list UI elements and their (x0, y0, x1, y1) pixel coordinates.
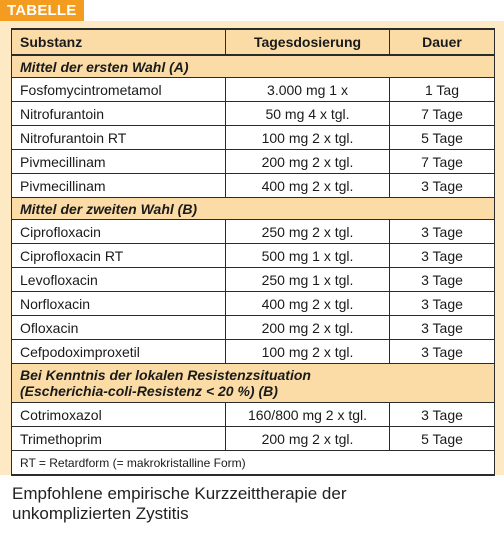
table-row (12, 78, 495, 102)
table-row (12, 268, 495, 292)
table-row (12, 150, 495, 174)
dose-cell: 3.000 mg 1 x (226, 78, 390, 102)
table-badge: TABELLE (0, 0, 84, 21)
dose-cell: 100 mg 2 x tgl. (226, 340, 390, 364)
duration-cell: 5 Tage (390, 427, 495, 451)
table-row (12, 244, 495, 268)
substance-cell: Levofloxacin (12, 268, 226, 292)
duration-cell: 3 Tage (390, 316, 495, 340)
section-title (12, 364, 495, 403)
table-row (12, 174, 495, 198)
header-row (12, 29, 495, 55)
section-row-first-choice (12, 55, 495, 78)
dose-cell: 100 mg 2 x tgl. (226, 126, 390, 150)
substance-cell: Cefpodoximproxetil (12, 340, 226, 364)
substance-cell: Ciprofloxacin (12, 220, 226, 244)
substance-cell: Trimethoprim (12, 427, 226, 451)
table-row (12, 340, 495, 364)
dosage-table (11, 28, 495, 476)
section-title: Mittel der zweiten Wahl (B) (12, 198, 495, 220)
duration-cell: 3 Tage (390, 403, 495, 427)
duration-cell: 5 Tage (390, 126, 495, 150)
dose-cell: 400 mg 2 x tgl. (226, 292, 390, 316)
table-row (12, 403, 495, 427)
duration-cell: 3 Tage (390, 340, 495, 364)
table-row (12, 126, 495, 150)
table-row (12, 292, 495, 316)
table-row (12, 316, 495, 340)
duration-cell: 3 Tage (390, 244, 495, 268)
duration-cell: 3 Tage (390, 292, 495, 316)
duration-cell: 3 Tage (390, 220, 495, 244)
caption-line2: unkomplizierten Zystitis (12, 504, 189, 523)
substance-cell: Norfloxacin (12, 292, 226, 316)
substance-cell: Pivmecillinam (12, 174, 226, 198)
substance-cell: Ofloxacin (12, 316, 226, 340)
duration-cell: 1 Tag (390, 78, 495, 102)
section-title-line2: (Escherichia-coli-Resistenz < 20 %) (B) (20, 383, 278, 399)
table-row (12, 102, 495, 126)
dose-cell: 500 mg 1 x tgl. (226, 244, 390, 268)
section-row-second-choice (12, 198, 495, 220)
footnote-row (12, 451, 495, 476)
substance-cell: Ciprofloxacin RT (12, 244, 226, 268)
dose-cell: 160/800 mg 2 x tgl. (226, 403, 390, 427)
substance-cell: Nitrofurantoin (12, 102, 226, 126)
substance-cell: Fosfomycintrometamol (12, 78, 226, 102)
duration-cell: 7 Tage (390, 102, 495, 126)
substance-cell: Cotrimoxazol (12, 403, 226, 427)
section-title-line1: Bei Kenntnis der lokalen Resistenzsituation (20, 367, 311, 383)
dose-cell: 200 mg 2 x tgl. (226, 316, 390, 340)
dose-cell: 250 mg 1 x tgl. (226, 268, 390, 292)
substance-cell: Pivmecillinam (12, 150, 226, 174)
table-row (12, 427, 495, 451)
footnote: RT = Retardform (= makrokristalline Form) (12, 451, 495, 476)
dose-cell: 200 mg 2 x tgl. (226, 150, 390, 174)
dose-cell: 250 mg 2 x tgl. (226, 220, 390, 244)
header-duration: Dauer (390, 29, 495, 55)
dose-cell: 200 mg 2 x tgl. (226, 427, 390, 451)
table-panel (0, 21, 504, 475)
duration-cell: 3 Tage (390, 268, 495, 292)
section-row-resistance (12, 364, 495, 403)
dose-cell: 50 mg 4 x tgl. (226, 102, 390, 126)
duration-cell: 7 Tage (390, 150, 495, 174)
duration-cell: 3 Tage (390, 174, 495, 198)
substance-cell: Nitrofurantoin RT (12, 126, 226, 150)
section-title: Mittel der ersten Wahl (A) (12, 55, 495, 78)
dose-cell: 400 mg 2 x tgl. (226, 174, 390, 198)
header-dose: Tagesdosierung (226, 29, 390, 55)
table-caption (12, 484, 492, 524)
header-substance: Substanz (12, 29, 226, 55)
table-row (12, 220, 495, 244)
caption-line1: Empfohlene empirische Kurzzeittherapie der (12, 484, 347, 503)
